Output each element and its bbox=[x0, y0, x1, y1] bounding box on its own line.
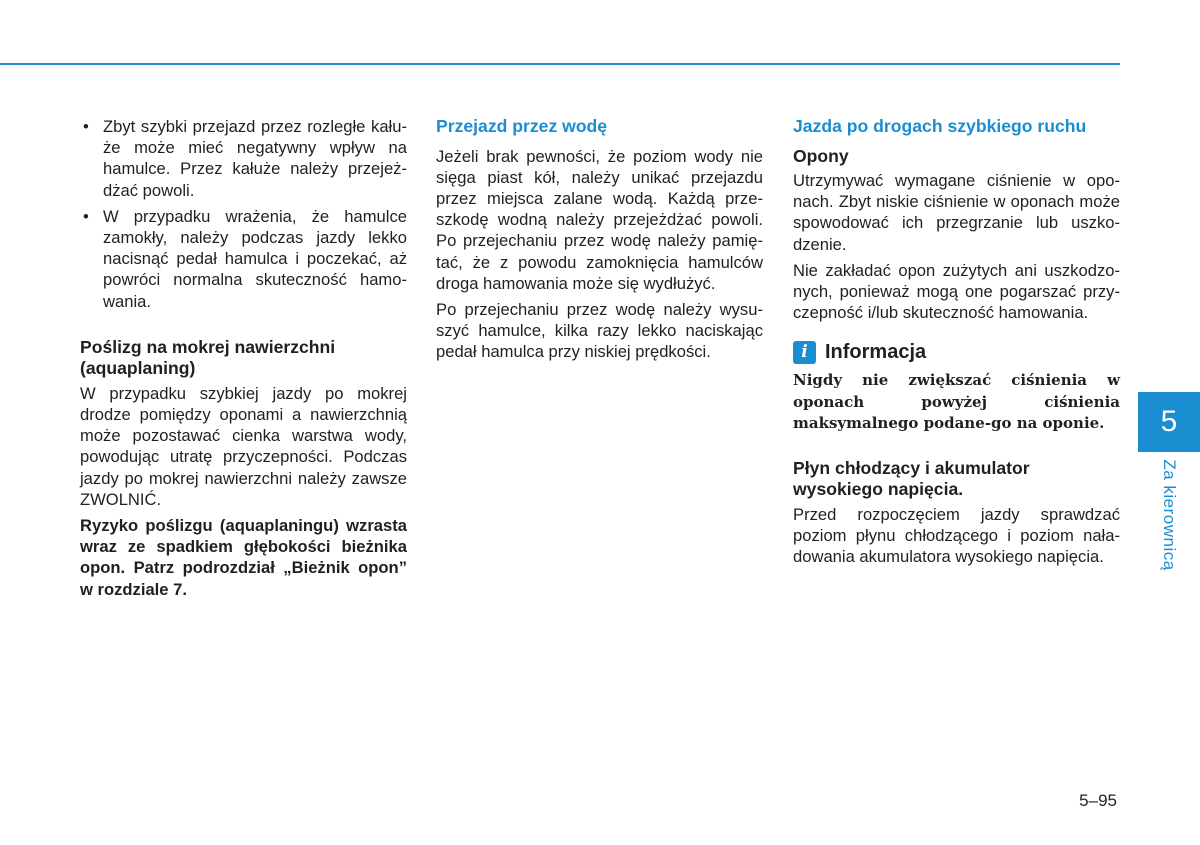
section-heading-aquaplaning: Poślizg na mokrej nawierzchni (aquaplaning) bbox=[80, 336, 336, 379]
subheading-tires: Opony bbox=[793, 145, 849, 166]
info-icon: i bbox=[793, 341, 816, 364]
coolant-paragraph: Przed rozpoczęciem jazdy sprawdzać poziom płynu chłodzącego i poziom nała-dowania akumulatora wysokiego napięcia. bbox=[793, 504, 1120, 567]
middle-column bbox=[436, 116, 763, 368]
left-column bbox=[80, 116, 407, 605]
info-header bbox=[793, 341, 1120, 364]
tires-paragraph-1: Utrzymywać wymagane ciśnienie w opo-nach. Zbyt niskie ciśnienie w oponach może spowodować ich przegrzanie lub uszko-dzenie. bbox=[793, 171, 1120, 254]
subheading-coolant: Płyn chłodzący i akumulator wysokiego napięcia. bbox=[793, 457, 1030, 500]
page-number: 5–95 bbox=[1079, 791, 1117, 810]
aquaplaning-paragraph: W przypadku szybkiej jazdy po mokrej drodze pomiędzy oponami a nawierzchnią może pozostawać cienka warstwa wody, powodując utratę przyczepności. Podczas jazdy po mokrej nawierzchni należy zawsze ZWOLNIĆ. bbox=[80, 383, 407, 509]
bullet-text: W przypadku wrażenia, że hamulce zamokły, należy podczas jazdy lekko nacisnąć pedał hamulca i poczekać, aż powróci normalna skuteczność hamo-wania. bbox=[103, 206, 407, 311]
bullet-text: Zbyt szybki przejazd przez rozległe kału-że może mieć negatywny wpływ na hamulce. Przez kałuże należy przejeż-dżać powoli. bbox=[103, 117, 407, 200]
info-box bbox=[793, 341, 1120, 435]
chapter-label: Za kierownicą bbox=[1160, 459, 1179, 571]
list-item bbox=[80, 206, 407, 312]
bullet-icon: • bbox=[83, 206, 89, 226]
water-paragraph-2: Po przejechaniu przez wodę należy wysu-szyć hamulce, kilka razy lekko naciskając pedał hamulca przy niskiej prędkości. bbox=[436, 299, 763, 362]
section-heading-highway: Jazda po drogach szybkiego ruchu bbox=[793, 116, 1087, 136]
right-column bbox=[793, 116, 1120, 573]
list-item bbox=[80, 116, 407, 201]
tires-paragraph-2: Nie zakładać opon zużytych ani uszkodzo-nych, ponieważ mogą one pogarszać przy-czepność i/lub skuteczność hamowania. bbox=[793, 260, 1120, 323]
header-rule bbox=[0, 63, 1120, 65]
aquaplaning-warning: Ryzyko poślizgu (aquaplaningu) wzrasta wraz ze spadkiem głębokości bieżnika opon. Patrz podrozdział „Bieżnik opon” w rozdziale 7. bbox=[80, 516, 407, 599]
info-text: Nigdy nie zwiększać ciśnienia w oponach powyżej ciśnienia maksymalnego podane-go na oponie. bbox=[793, 371, 1120, 433]
water-paragraph-1: Jeżeli brak pewności, że poziom wody nie sięga piast kół, należy unikać przejazdu przez miejsca zalane wodą. Każdą prze-szkodę wodną należy przejeżdżać powoli. Po przejechaniu przez wodę należy pamię-tać, że z powodu zamoknięcia hamulców droga hamowania może się wydłużyć. bbox=[436, 146, 763, 293]
chapter-tab: 5 bbox=[1138, 392, 1200, 452]
section-heading-water: Przejazd przez wodę bbox=[436, 116, 608, 136]
info-title: Informacja bbox=[825, 341, 927, 364]
bullet-list bbox=[80, 116, 407, 312]
bullet-icon: • bbox=[83, 117, 89, 136]
